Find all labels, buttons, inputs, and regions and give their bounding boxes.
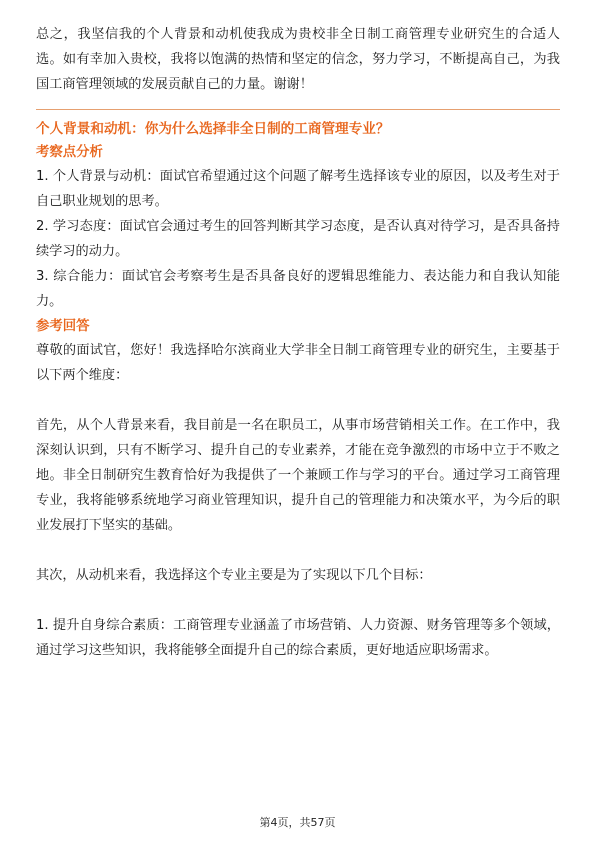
answer-paragraph-2: 首先，从个人背景来看，我目前是一名在职员工，从事市场营销相关工作。在工作中，我深刻认识到，只有不断学习、提升自己的专业素养，才能在竞争激烈的市场中立于不败之地。非全日制研究生教育恰好为我提供了一个兼顾工作与学习的平台。通过学习工商管理专业，我将能够系统地学习商业管理知识，提升自己的管理能力和决策水平，为今后的职业发展打下坚实的基础。 <box>36 418 560 533</box>
analysis-heading: 考察点分析 <box>36 145 103 160</box>
paragraph-spacer <box>36 538 560 563</box>
analysis-point-1: 1. 个人背景与动机：面试官希望通过这个问题了解考生选择该专业的原因，以及考生对于自己职业规划的思考。 <box>36 169 560 209</box>
answer-heading: 参考回答 <box>36 319 90 334</box>
analysis-point-3: 3. 综合能力：面试官会考察考生是否具备良好的逻辑思维能力、表达能力和自我认知能力。 <box>36 269 560 309</box>
page-number: 第4页，共57页 <box>259 816 336 829</box>
intro-paragraph: 总之，我坚信我的个人背景和动机使我成为贵校非全日制工商管理专业研究生的合适人选。如有幸加入贵校，我将以饱满的热情和坚定的信念，努力学习，不断提高自己，为我国工商管理领域的发展贡献自己的力量。谢谢！ <box>36 27 560 92</box>
paragraph-spacer <box>36 588 560 613</box>
answer-paragraph-4: 1. 提升自身综合素质：工商管理专业涵盖了市场营销、人力资源、财务管理等多个领域，通过学习这些知识，我将能够全面提升自己的综合素质，更好地适应职场需求。 <box>36 618 560 658</box>
section-title: 个人背景和动机：你为什么选择非全日制的工商管理专业？ <box>36 121 390 137</box>
section-divider <box>36 109 560 110</box>
paragraph-spacer <box>36 388 560 413</box>
answer-paragraph-3: 其次，从动机来看，我选择这个专业主要是为了实现以下几个目标： <box>36 568 432 583</box>
answer-paragraph-1: 尊敬的面试官，您好！我选择哈尔滨商业大学非全日制工商管理专业的研究生，主要基于以下两个维度： <box>36 343 560 383</box>
analysis-point-2: 2. 学习态度：面试官会通过考生的回答判断其学习态度，是否认真对待学习，是否具备持续学习的动力。 <box>36 219 560 259</box>
page-content <box>36 22 560 663</box>
